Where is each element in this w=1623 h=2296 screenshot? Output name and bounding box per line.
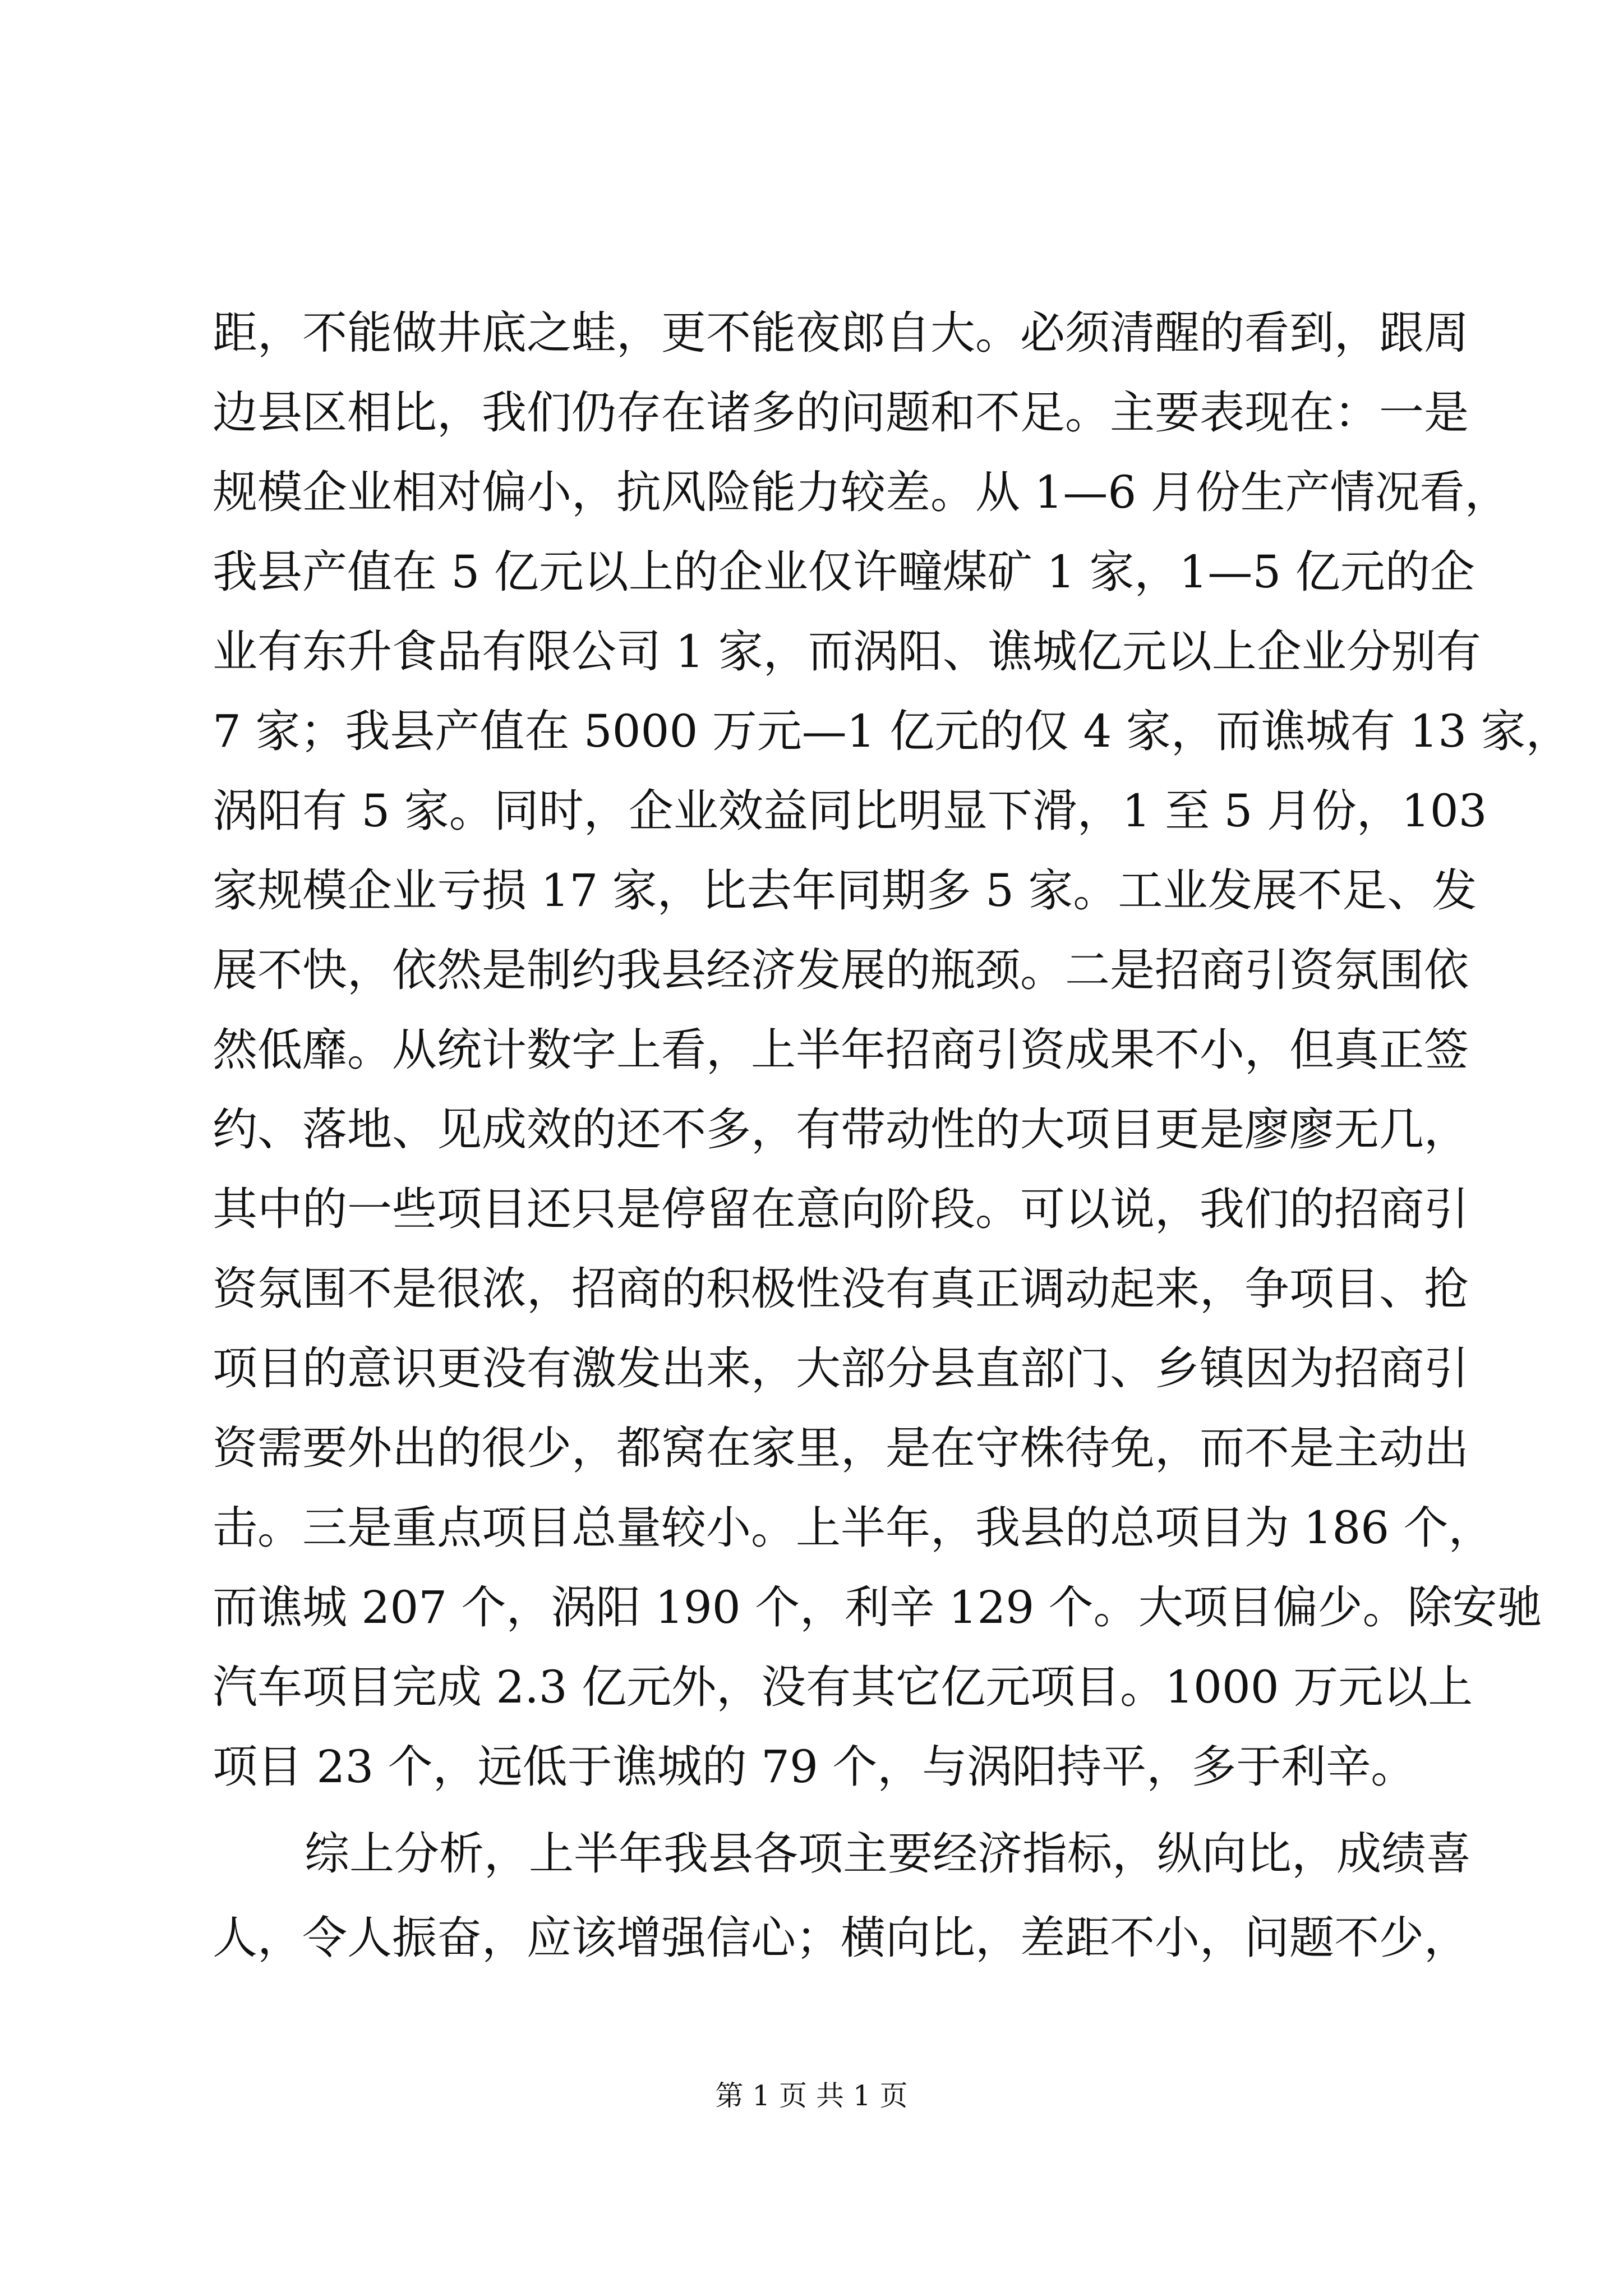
paragraph xyxy=(213,1812,1471,1980)
text-line: 规模企业相对偏小，抗风险能力较差。从 1—6 月份生产情况看， xyxy=(213,466,1510,518)
text-line: 资氛围不是很浓，招商的积极性没有真正调动起来，争项目、抢 xyxy=(213,1263,1469,1315)
text-line: 展不快，依然是制约我县经济发展的瓶颈。二是招商引资氛围依 xyxy=(213,944,1469,996)
text-line: 业有东升食品有限公司 1 家，而涡阳、谯城亿元以上企业分别有 xyxy=(213,625,1481,678)
text-line: 而谯城 207 个，涡阳 190 个，利辛 129 个。大项目偏少。除安驰 xyxy=(213,1581,1542,1634)
text-line: 汽车项目完成 2.3 亿元外，没有其它亿元项目。1000 万元以上 xyxy=(213,1661,1473,1713)
paragraph xyxy=(213,293,1571,1807)
text-line: 项目的意识更没有激发出来，大部分县直部门、乡镇因为招商引 xyxy=(213,1342,1469,1395)
text-line: 7 家；我县产值在 5000 万元—1 亿元的仅 4 家，而谯城有 13 家， xyxy=(213,705,1571,757)
text-line: 项目 23 个，远低于谯城的 79 个，与涡阳持平，多于利辛。 xyxy=(213,1741,1416,1793)
text-line: 然低靡。从统计数字上看，上半年招商引资成果不小，但真正签 xyxy=(213,1024,1469,1076)
text-line: 其中的一些项目还只是停留在意向阶段。可以说，我们的招商引 xyxy=(213,1183,1469,1235)
text-line: 人，令人振奋，应该增强信心；横向比，差距不小，问题不少， xyxy=(213,1912,1469,1964)
text-line: 资需要外出的很少，都窝在家里，是在守株待免，而不是主动出 xyxy=(213,1422,1469,1474)
text-line: 家规模企业亏损 17 家，比去年同期多 5 家。工业发展不足、发 xyxy=(213,864,1477,917)
text-line: 边县区相比，我们仍存在诸多的问题和不足。主要表现在：一是 xyxy=(213,386,1469,439)
text-line: 击。三是重点项目总量较小。上半年，我县的总项目为 186 个， xyxy=(213,1502,1493,1554)
text-line: 综上分析，上半年我县各项主要经济指标，纵向比，成绩喜 xyxy=(305,1828,1471,1880)
text-line: 我县产值在 5 亿元以上的企业仅许疃煤矿 1 家，1—5 亿元的企 xyxy=(213,546,1475,598)
text-line: 涡阳有 5 家。同时，企业效益同比明显下滑，1 至 5 月份，103 xyxy=(213,785,1487,837)
text-line: 距，不能做井底之蛙，更不能夜郎自大。必须清醒的看到，跟周 xyxy=(213,307,1469,359)
page-number-footer: 第 1 页 共 1 页 xyxy=(715,2079,908,2112)
text-line: 约、落地、见成效的还不多，有带动性的大项目更是廖廖无几， xyxy=(213,1103,1469,1156)
